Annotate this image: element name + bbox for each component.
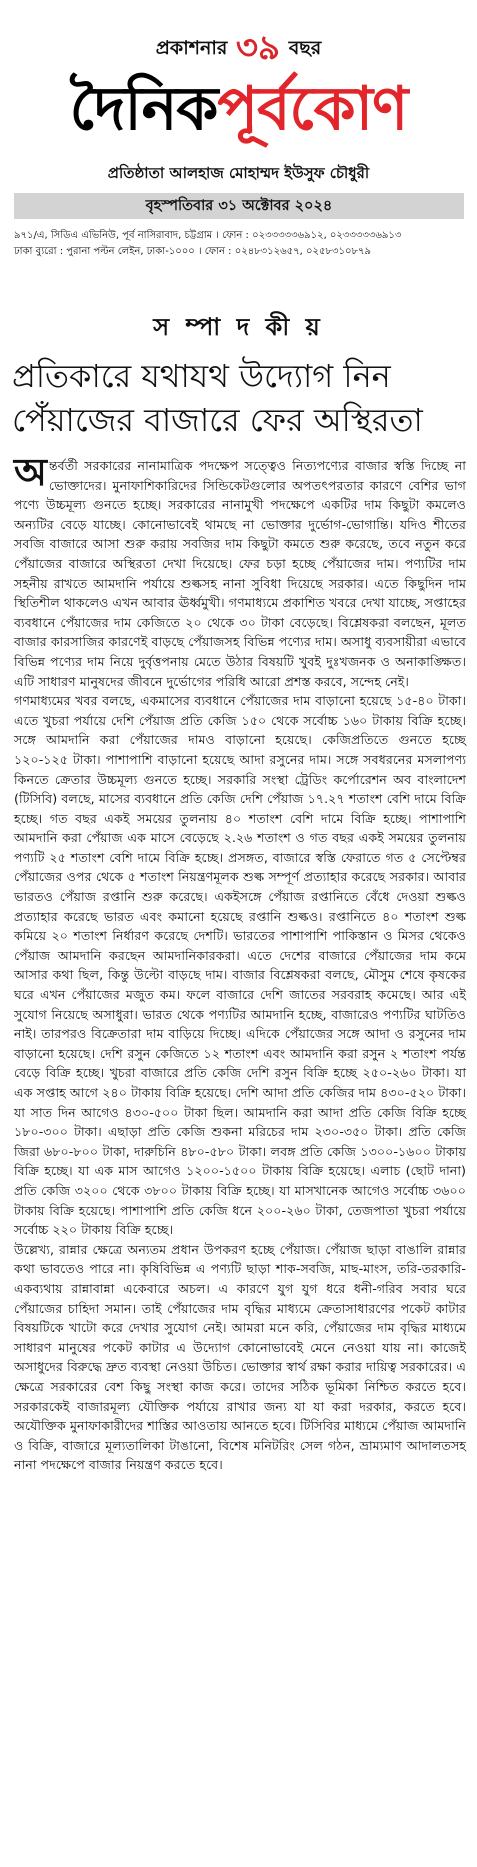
anniversary-prefix: প্রকাশনার [155,37,228,59]
anniversary-suffix: বছর [288,37,322,59]
masthead-name-part1: দৈনিক [69,74,218,144]
anniversary-number: ৩৯ [235,28,281,68]
article-paragraph: গণমাধ্যমের খবর বলছে, একমাসের ব্যবধানে পেঁয়াজের দাম বাড়ানো হয়েছে ১৫-৪০ টাকা। এতে খুচরা পর্যায়ে দেশি পেঁয়াজ প্রতি কেজি ১৫০ থেকে সর্বোচ্চ ১৬০ টাকায় বিক্রি হচ্ছে। সঙ্গে আমদানি করা পেঁয়াজের দামও বাড়ানো হয়েছে। কেজিপ্রতিতে গুনতে হচ্ছে ১২০-১২৫ টাকা। পাশাপাশি বাড়ানো হয়েছে আদা রসুনের দাম। সঙ্গে সবধরনের মসলাপণ্য কিনতে ক্রেতার উচ্চমূল্য গুনতে হচ্ছে। সরকারি সংস্থা ট্রেডিং কর্পোরেশন অব বাংলাদেশ (টিসিবি) বলছে, মাসের ব্যবধানে প্রতি কেজি দেশি পেঁয়াজ ১৭.২৭ শতাংশ বেশি দামে বিক্রি হচ্ছে। গত বছর একই সময়ের তুলনায় ৪০ শতাংশ বেশি দামে বিক্রি হচ্ছে। পাশাপাশি আমদানি করা পেঁয়াজ এক মাসে বেড়েছে ২.২৬ শতাংশ ও গত বছর একই সময়ের তুলনায় পণ্যটি ২৫ শতাংশ বেশি দামে বিক্রি হচ্ছে। প্রসঙ্গত, বাজারে স্বস্তি ফেরাতে গত ৫ সেপ্টেম্বর পেঁয়াজের ওপর থেকে ৫ শতাংশ নিয়ন্ত্রণমূলক শুল্ক সম্পূর্ণ প্রত্যাহার করেছে সরকার। আবার ভারতও পেঁয়াজ রপ্তানি শুরু করেছে। একইসঙ্গে পেঁয়াজ রপ্তানিতে বেঁধে দেওয়া শুল্কও প্রত্যাহার করেছে ভারত এবং কমানো হয়েছে রপ্তানি শুল্কও। রপ্তানিতে ৪০ শতাংশ শুল্ক কমিয়ে ২০ শতাংশ নির্ধারণ করেছে দেশটি। ভারতের পাশাপাশি পাকিস্তান ও মিসর থেকেও পেঁয়াজ আমদানি করছেন আমদানিকারকরা। এতে দেশের বাজারে পেঁয়াজের দাম কমে আসার কথা ছিল, কিন্তু উল্টো বাড়ছে দাম। বাজার বিশ্লেষকরা বলছে, মৌসুম শেষে কৃষকের ঘরে এখন পেঁয়াজের মজুত কম। ফলে বাজারে দেশি জাতের সরবরাহ কমেছে। আর এই সুযোগ নিয়েছে অসাধুরা। ভারত থেকে পণ্যটির আমদানি হচ্ছে, বাজারেও পণ্যটির ঘাটতিও নাই। তারপরও বিক্রেতারা দাম বাড়িয়ে দিচ্ছে। এদিকে পেঁয়াজের সঙ্গে আদা ও রসুনের দাম বাড়ানো হয়েছে। দেশি রসুন কেজিতে ১২ শতাংশ এবং আমদানি করা রসুন ২ শতাংশ পর্যন্ত বেড়ে বিক্রি হচ্ছে। খুচরা বাজারে প্রতি কেজি দেশি রসুন বিক্রি হচ্ছে ২৫০-২৬০ টাকা। যা এক সপ্তাহ আগে ২৪০ টাকায় বিক্রি হয়েছে। দেশি আদা প্রতি কেজির দাম ৪৩০-৫২০ টাকা। যা সাত দিন আগেও ৪৩০-৫০০ টাকা ছিল। আমদানি করা আদা প্রতি কেজি বিক্রি হচ্ছে ১৮০-৩০০ টাকা। এছাড়া প্রতি কেজি শুকনা মরিচের দাম ২৩০-৩৫০ টাকা। প্রতি কেজি জিরা ৬৮০-৮০০ টাকা, দারুচিনি ৪৮০-৫৮০ টাকা। লবঙ্গ প্রতি কেজি ১৩০০-১৬০০ টাকায় বিক্রি হচ্ছে। যা এক মাস আগেও ১২০০-১৫০০ টাকায় বিক্রি হয়েছে। এলাচ (ছোট দানা) প্রতি কেজি ৩২০০ থেকে ৩৮০০ টাকায় বিক্রি হচ্ছে। যা মাসখানেক আগেও সর্বোচ্চ ৩৬০০ টাকায় বিক্রি হয়েছে। পাশাপাশি প্রতি কেজি ধনে ২০০-২৬০ টাকা, তেজপাতা খুচরা পর্যায়ে সর্বোচ্চ ২২০ টাকায় বিক্রি হচ্ছে। [14,693,466,1238]
article-paragraph [14,449,466,691]
section-title: স ম্পা দ কী য় [153,313,324,341]
date-bar: বৃহস্পতিবার ৩১ অক্টোবর ২০২৪ [14,193,464,219]
address-line-1: ৯৭১/এ, সিডিএ এভিনিউ, পূর্ব নাসিরাবাদ, চট্টগ্রাম । ফোন : ০২৩৩৩৩৩৬৯১২, ০২৩৩৩৩৩৬৯১৩ [14,230,402,241]
anniversary-banner [0,22,477,79]
paragraph-text: ন্তর্বর্তী সরকারের নানামাত্রিক পদক্ষেপ সত্ত্বেও নিত্যপণ্যের বাজার স্বস্তি দিচ্ছে না ভোক্তাদের। মুনাফাশিকারিদের সিন্ডিকেটগুলোর অপতৎপরতার কারণে বেশির ভাগ পণ্যে উচ্চমূল্য গুনতে হচ্ছে। সরকারের নানামুখী পদক্ষেপে একটির দাম কিছুটা কমলেও অন্যটির বেড়ে যাচ্ছে। কোনোভাবেই থামছে না ভোক্তার দুর্ভোগ-ভোগান্তি। যদিও শীতের সবজি বাজারে আসা শুরু করায় সবজির দাম কিছুটা কমতে শুরু করেছে, তবে নতুন করে পেঁয়াজের বাজারে অস্থিরতা দেখা দিয়েছে। ফের চড়া হচ্ছে পেঁয়াজের দাম। পণ্যটির দাম সহনীয় রাখতে আমদানি পর্যায়ে শুল্কসহ নানা সুবিধা দিয়েছে সরকার। এতে কিছুদিন দাম স্থিতিশীল থাকলেও এখন আবার ঊর্ধ্বমুখী। গণমাধ্যমে প্রকাশিত খবরে দেখা যাচ্ছে, সপ্তাহের ব্যবধানে পেঁয়াজের দাম কেজিতে ২০ থেকে ৩০ টাকা বেড়েছে। বিশ্লেষকরা বলছেন, মূলত বাজার কারসাজির কারণেই বাড়ছে পেঁয়াজসহ বিভিন্ন পণ্যের দাম। অসাধু ব্যবসায়ীরা এভাবে বিভিন্ন পণ্যের দাম নিয়ে দুর্বৃত্তপনায় মেতে উঠার বিষয়টি খুবই দুঃখজনক ও অনাকাঙ্ক্ষিত। এটি সাধারণ মানুষদের জীবনে দুর্ভোগের পরিধি আরো প্রশস্ত করবে, সন্দেহ নেই। [14,458,466,689]
newspaper-masthead [0,72,477,146]
headline-line-1: প্রতিকারে যথাযথ উদ্যোগ নিন [12,357,391,395]
address-line-2: ঢাকা ব্যুরো : পুরানা পল্টন লেইন, ঢাকা-১০০০ । ফোন : ০২৪৮৩১২৬৫৭, ০২৫৮৩১০৮৭৯ [14,246,371,257]
masthead-name-part2: পূর্বকোণ [217,74,408,144]
headline-line-2: পেঁয়াজের বাজারে ফের অস্থিরতা [12,401,423,439]
article-paragraph: উল্লেখ্য, রান্নার ক্ষেত্রে অন্যতম প্রধান উপকরণ হচ্ছে পেঁয়াজ। পেঁয়াজ ছাড়া বাঙালি রান্নার কথা ভাবতেও পারে না। কৃষিবিভিন্ন এ পণ্যটি ছাড়া শাক-সবজি, মাছ-মাংস, তরি-তরকারি- একব্যথায় রান্নাবান্না একেবারে অচল। এ কারণে যুগ যুগ ধরে ধনী-গরিব সবার ঘরে পেঁয়াজের চাহিদা সমান। তাই পেঁয়াজের দাম বৃদ্ধির মাধ্যমে ক্রেতাসাধারণের পকেট কাটার বিষয়টিকে খাটো করে দেখার সুযোগ নেই। আমরা মনে করি, পেঁয়াজের দাম বৃদ্ধির মাধ্যমে সাধারণ মানুষের পকেট কাটার এ উদ্যোগ কোনোভাবেই মেনে নেওয়া যায় না। কাজেই অসাধুদের বিরুদ্ধে দ্রুত ব্যবস্থা নেওয়া উচিত। ভোক্তার স্বার্থ রক্ষা করার দায়িত্ব সরকারের। এ ক্ষেত্রে সরকারের বেশ কিছু সংস্থা কাজ করে। তাদের সঠিক ভূমিকা নিশ্চিত করতে হবে। সরকারকেই বাজারমূল্য যৌক্তিক পর্যায়ে রাখার জন্য যা যা করা দরকার, করতে হবে। অযৌক্তিক মুনাফাকারীদের শাস্তির আওতায় আনতে হবে। টিসিবির মাধ্যমে পেঁয়াজ আমদানি ও বিক্রি, বাজারে মূল্যতালিকা টাঙানো, বিশেষ মনিটরিং সেল গঠন, ভ্রাম্যমাণ আদালতসহ নানা পদক্ষেপে বাজার নিয়ন্ত্রণ করতে হবে। [14,1241,466,1473]
drop-cap: অ [14,449,47,494]
editorial-article [14,449,466,1475]
founder-line: প্রতিষ্ঠাতা আলহাজ মোহাম্মদ ইউসুফ চৌধুরী [107,164,370,182]
